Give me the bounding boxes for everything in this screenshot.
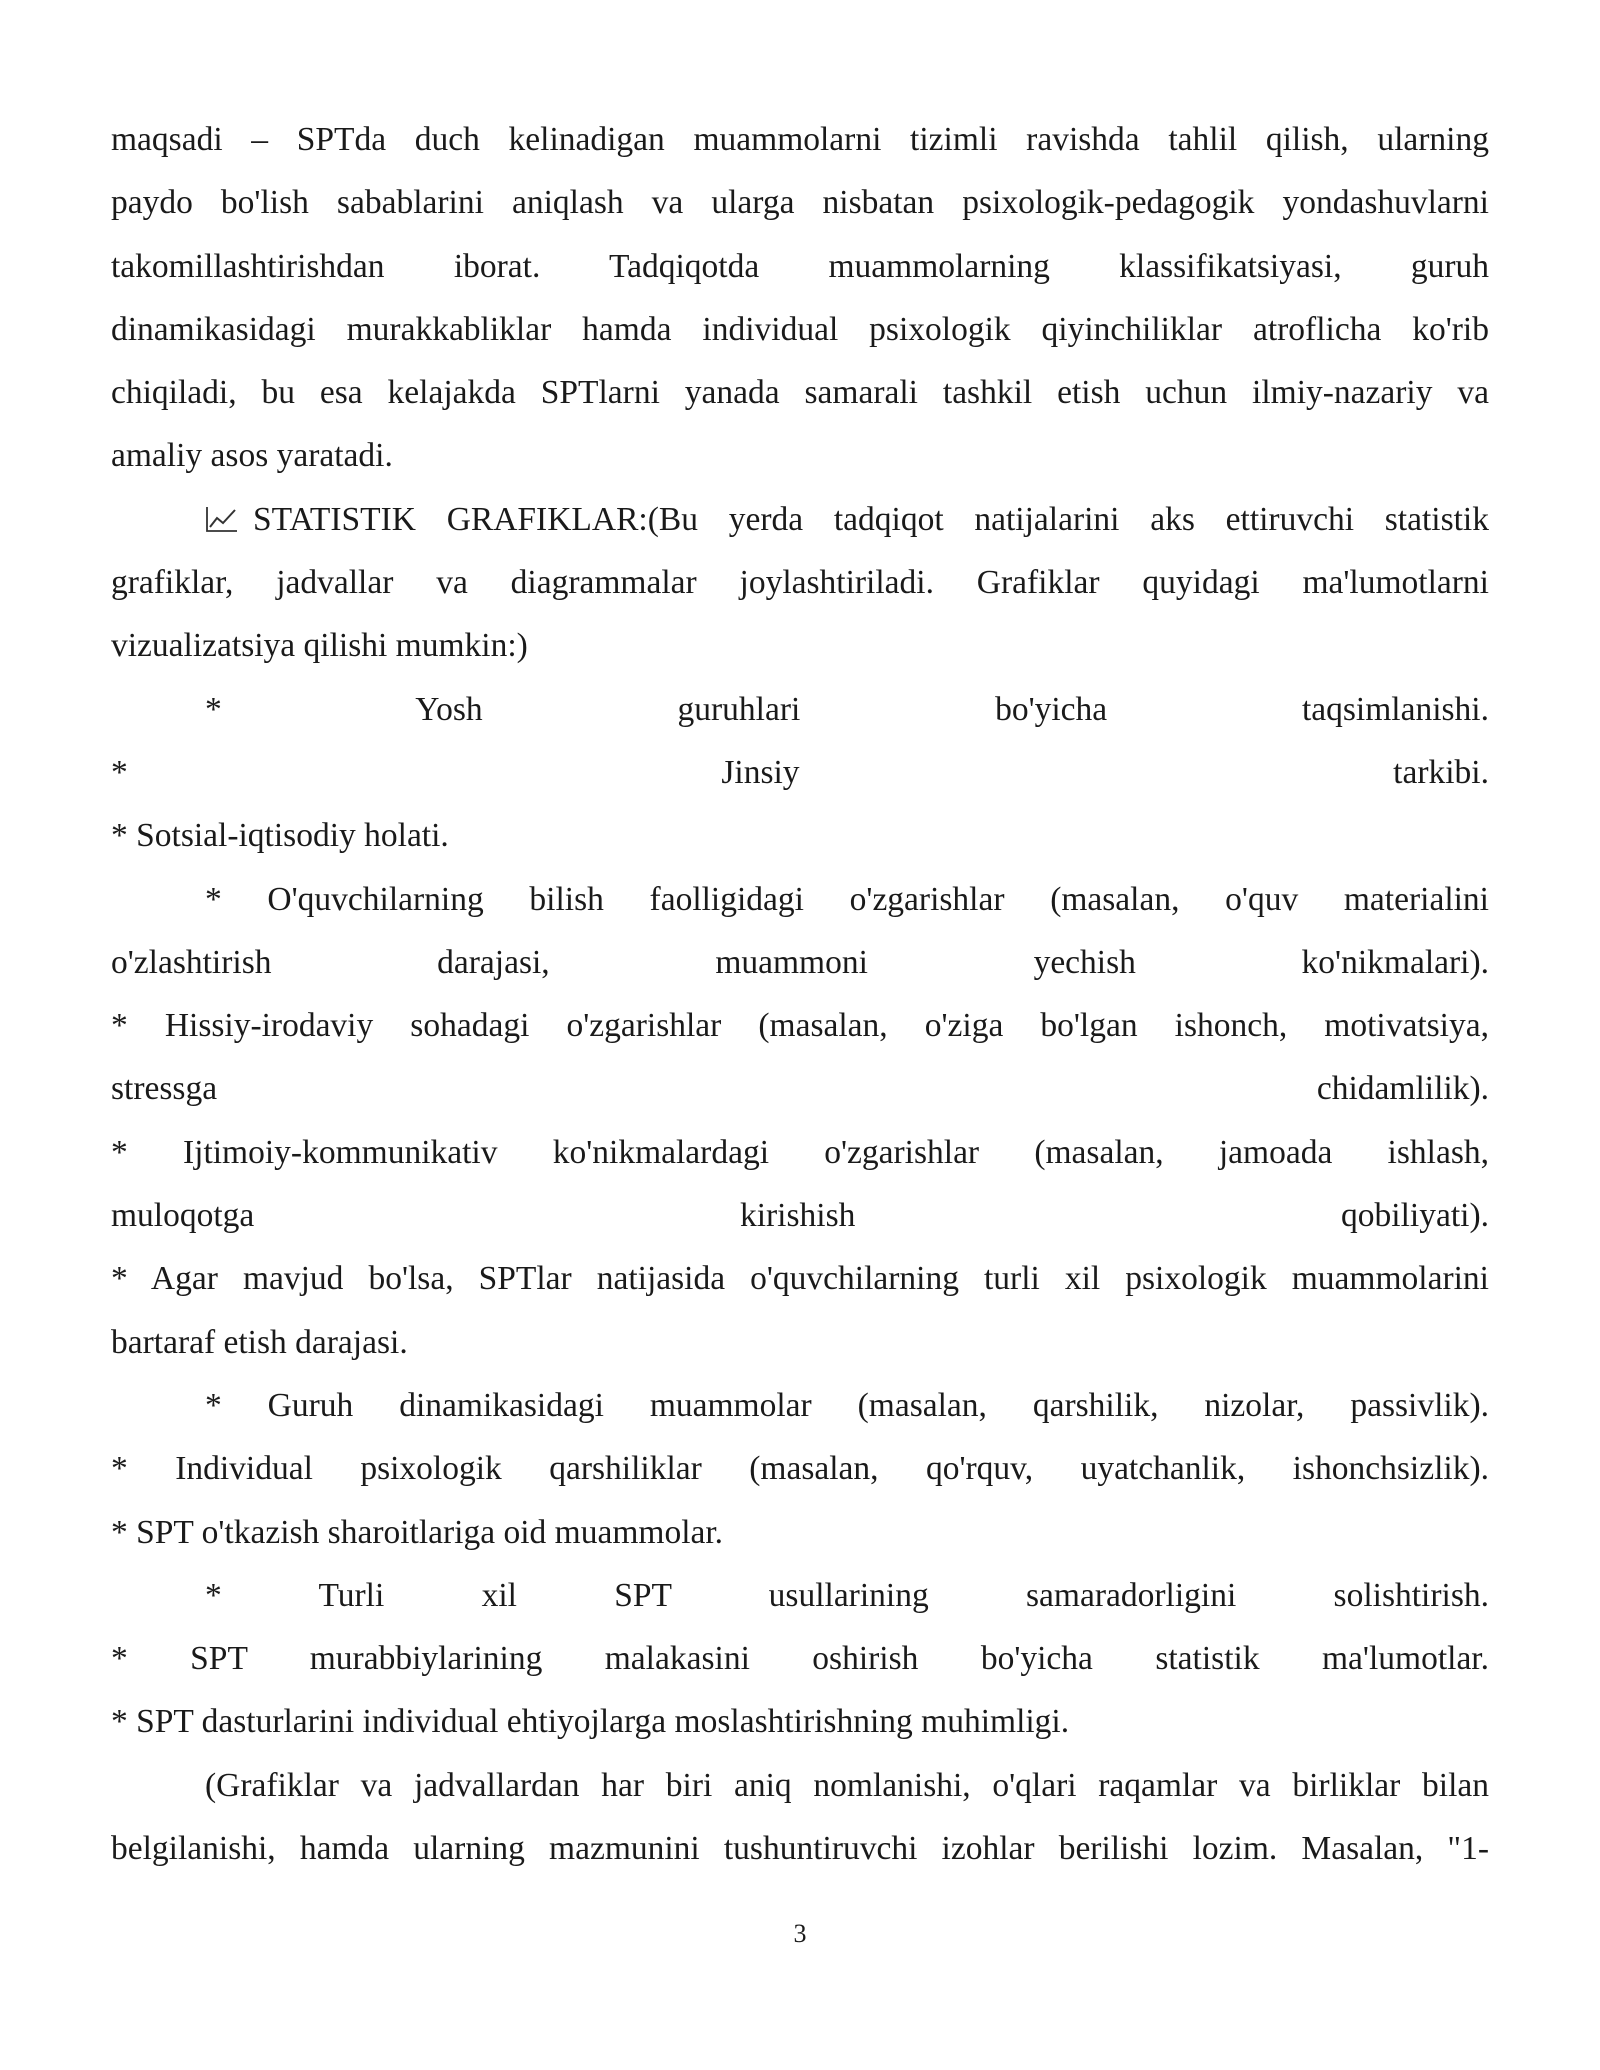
list-item: * Guruh dinamikasidagi muammolar (masalan, qarshilik, nizolar, passivlik).	[205, 1386, 1489, 1424]
list-item: * Jinsiy tarkibi.	[111, 753, 1489, 791]
paragraph-line: belgilanishi, hamda ularning mazmunini tushuntiruvchi izohlar berilishi lozim. Masalan, "1-	[111, 1830, 1489, 1868]
paragraph-line: grafiklar, jadvallar va diagrammalar joylashtiriladi. Grafiklar quyidagi ma'lumotlarni	[111, 564, 1489, 602]
list-item-continuation: bartaraf etish darajasi.	[111, 1323, 408, 1361]
page-number: 3	[793, 1919, 807, 1948]
paragraph-line: chiqiladi, bu esa kelajakda SPTlarni yanada samarali tashkil etish uchun ilmiy-nazariy va	[111, 374, 1489, 412]
list-item: * SPT murabbiylarining malakasini oshirish bo'yicha statistik ma'lumotlar.	[111, 1640, 1489, 1678]
list-item: * SPT o'tkazish sharoitlariga oid muammolar.	[111, 1513, 724, 1551]
list-item: * Hissiy-irodaviy sohadagi o'zgarishlar (masalan, o'ziga bo'lgan ishonch, motivatsiya,	[111, 1007, 1489, 1045]
statistics-heading-line	[111, 488, 1489, 551]
list-item: * Sotsial-iqtisodiy holati.	[111, 817, 449, 855]
list-item: * O'quvchilarning bilish faolligidagi o'zgarishlar (masalan, o'quv materialini	[205, 880, 1489, 918]
paragraph-line: dinamikasidagi murakkabliklar hamda individual psixologik qiyinchiliklar atroflicha ko'rib	[111, 310, 1489, 348]
list-item: * Agar mavjud bo'lsa, SPTlar natijasida o'quvchilarning turli xil psixologik muammolarini	[111, 1260, 1489, 1298]
paragraph-line: (Grafiklar va jadvallardan har biri aniq nomlanishi, o'qlari raqamlar va birliklar bilan	[205, 1766, 1489, 1804]
list-item: * Turli xil SPT usullarining samaradorligini solishtirish.	[205, 1576, 1489, 1614]
paragraph-line: vizualizatsiya qilishi mumkin:)	[111, 627, 528, 665]
list-item: * Individual psixologik qarshiliklar (masalan, qo'rquv, uyatchanlik, ishonchsizlik).	[111, 1450, 1489, 1488]
chart-increasing-icon	[205, 491, 239, 519]
statistics-heading-text: STATISTIK GRAFIKLAR:(Bu yerda tadqiqot natijalarini aks ettiruvchi statistik	[253, 500, 1489, 538]
paragraph-line: paydo bo'lish sabablarini aniqlash va ularga nisbatan psixologik-pedagogik yondashuvlarni	[111, 184, 1489, 222]
document-body	[111, 108, 1489, 1880]
list-item-continuation: stressga chidamlilik).	[111, 1070, 1489, 1108]
paragraph-line: amaliy asos yaratadi.	[111, 437, 393, 475]
list-item: * Ijtimoiy-kommunikativ ko'nikmalardagi o'zgarishlar (masalan, jamoada ishlash,	[111, 1133, 1489, 1171]
paragraph-line: maqsadi – SPTda duch kelinadigan muammolarni tizimli ravishda tahlil qilish, ularning	[111, 121, 1489, 158]
list-item: * Yosh guruhlari bo'yicha taqsimlanishi.	[205, 690, 1489, 728]
list-item-continuation: o'zlashtirish darajasi, muammoni yechish ko'nikmalari).	[111, 943, 1489, 981]
list-item: * SPT dasturlarini individual ehtiyojlarga moslashtirishning muhimligi.	[111, 1703, 1070, 1741]
list-item-continuation: muloqotga kirishish qobiliyati).	[111, 1197, 1489, 1235]
paragraph-line: takomillashtirishdan iborat. Tadqiqotda muammolarning klassifikatsiyasi, guruh	[111, 247, 1489, 285]
